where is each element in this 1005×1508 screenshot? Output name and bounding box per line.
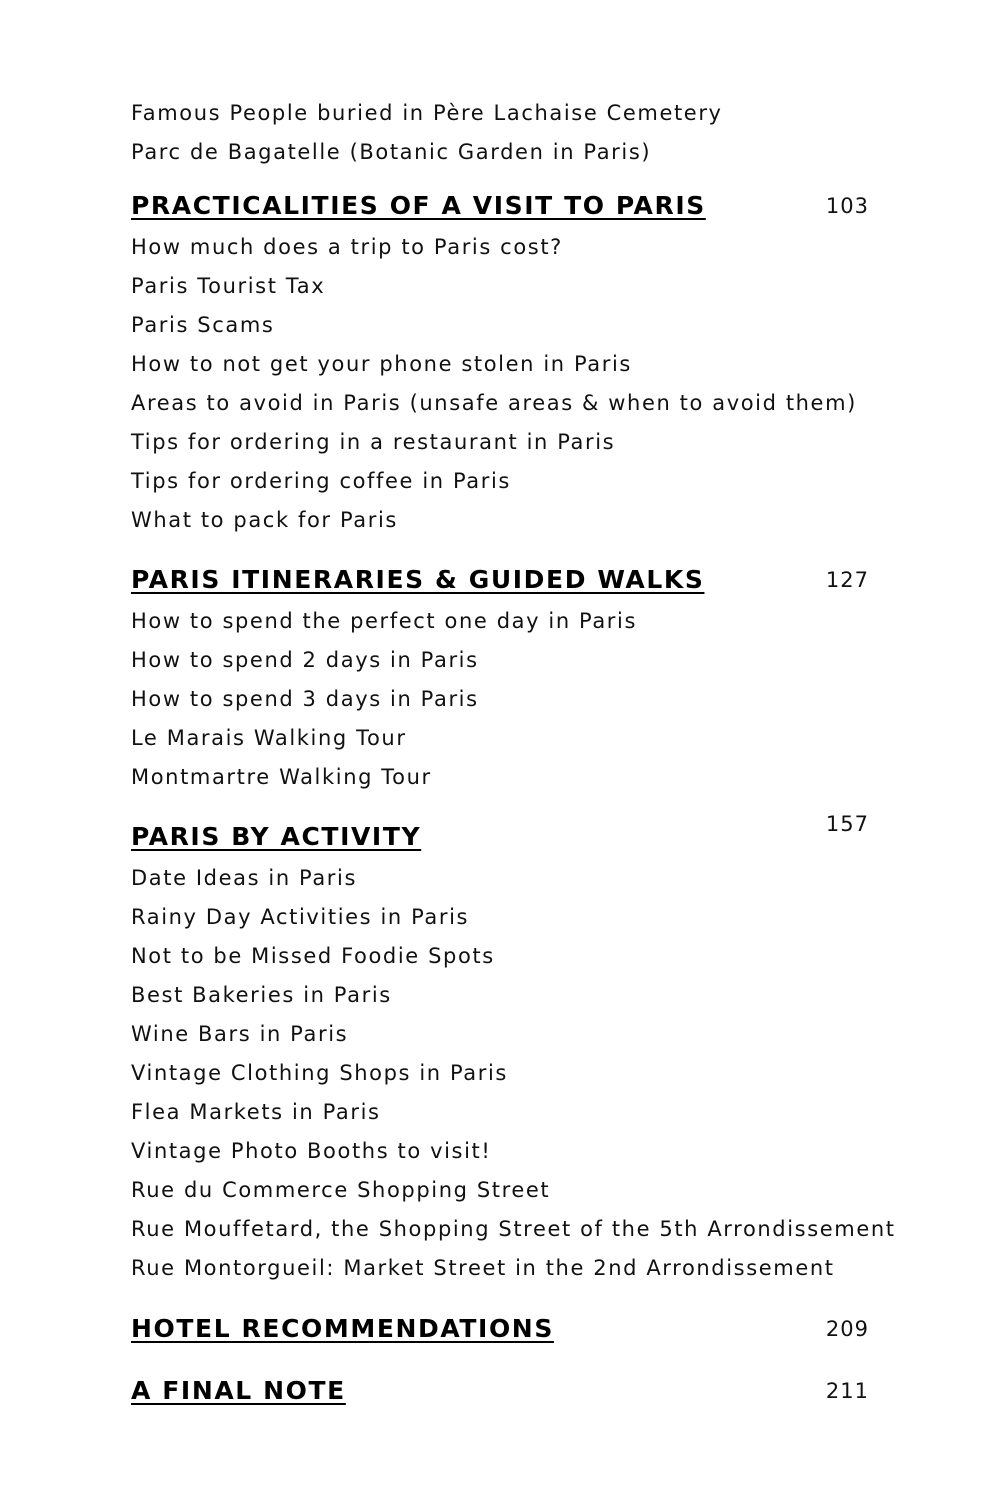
section-heading-practicalities: PRACTICALITIES OF A VISIT TO PARIS — [131, 191, 706, 220]
toc-item: What to pack for Paris — [131, 508, 398, 532]
toc-item: How to spend 2 days in Paris — [131, 648, 479, 672]
toc-item: Rainy Day Activities in Paris — [131, 905, 470, 929]
toc-item: Flea Markets in Paris — [131, 1100, 381, 1124]
section-page-number-final-note: 211 — [825, 1379, 869, 1403]
toc-item-pere-lachaise: Famous People buried in Père Lachaise Cemetery — [131, 101, 723, 125]
section-heading-hotel-recommendations: HOTEL RECOMMENDATIONS — [131, 1314, 554, 1343]
section-page-number-practicalities: 103 — [825, 194, 869, 218]
toc-item: Vintage Photo Booths to visit! — [131, 1139, 492, 1163]
toc-item: Tips for ordering coffee in Paris — [131, 469, 511, 493]
toc-item: Areas to avoid in Paris (unsafe areas & when to avoid them) — [131, 391, 857, 415]
toc-item: Paris Scams — [131, 313, 275, 337]
toc-item: How much does a trip to Paris cost? — [131, 235, 563, 259]
section-page-number-hotel-recommendations: 209 — [825, 1317, 869, 1341]
section-heading-itineraries: PARIS ITINERARIES & GUIDED WALKS — [131, 565, 705, 594]
toc-item: Rue Montorgueil: Market Street in the 2nd Arrondissement — [131, 1256, 835, 1280]
toc-item: Not to be Missed Foodie Spots — [131, 944, 495, 968]
toc-item: How to spend 3 days in Paris — [131, 687, 479, 711]
toc-item: Paris Tourist Tax — [131, 274, 326, 298]
section-heading-final-note: A FINAL NOTE — [131, 1376, 346, 1405]
toc-item: Tips for ordering in a restaurant in Paris — [131, 430, 616, 454]
toc-item: How to spend the perfect one day in Paris — [131, 609, 638, 633]
toc-item: Le Marais Walking Tour — [131, 726, 407, 750]
toc-item: Wine Bars in Paris — [131, 1022, 349, 1046]
toc-item: Date Ideas in Paris — [131, 866, 358, 890]
toc-item-parc-de-bagatelle: Parc de Bagatelle (Botanic Garden in Paris) — [131, 140, 652, 164]
section-heading-by-activity: PARIS BY ACTIVITY — [131, 822, 422, 851]
toc-item: Best Bakeries in Paris — [131, 983, 392, 1007]
section-page-number-by-activity: 157 — [825, 812, 869, 836]
toc-item: How to not get your phone stolen in Paris — [131, 352, 632, 376]
toc-item: Rue du Commerce Shopping Street — [131, 1178, 551, 1202]
toc-item: Vintage Clothing Shops in Paris — [131, 1061, 508, 1085]
section-page-number-itineraries: 127 — [825, 568, 869, 592]
toc-item: Rue Mouffetard, the Shopping Street of the 5th Arrondissement — [131, 1217, 896, 1241]
toc-item: Montmartre Walking Tour — [131, 765, 432, 789]
